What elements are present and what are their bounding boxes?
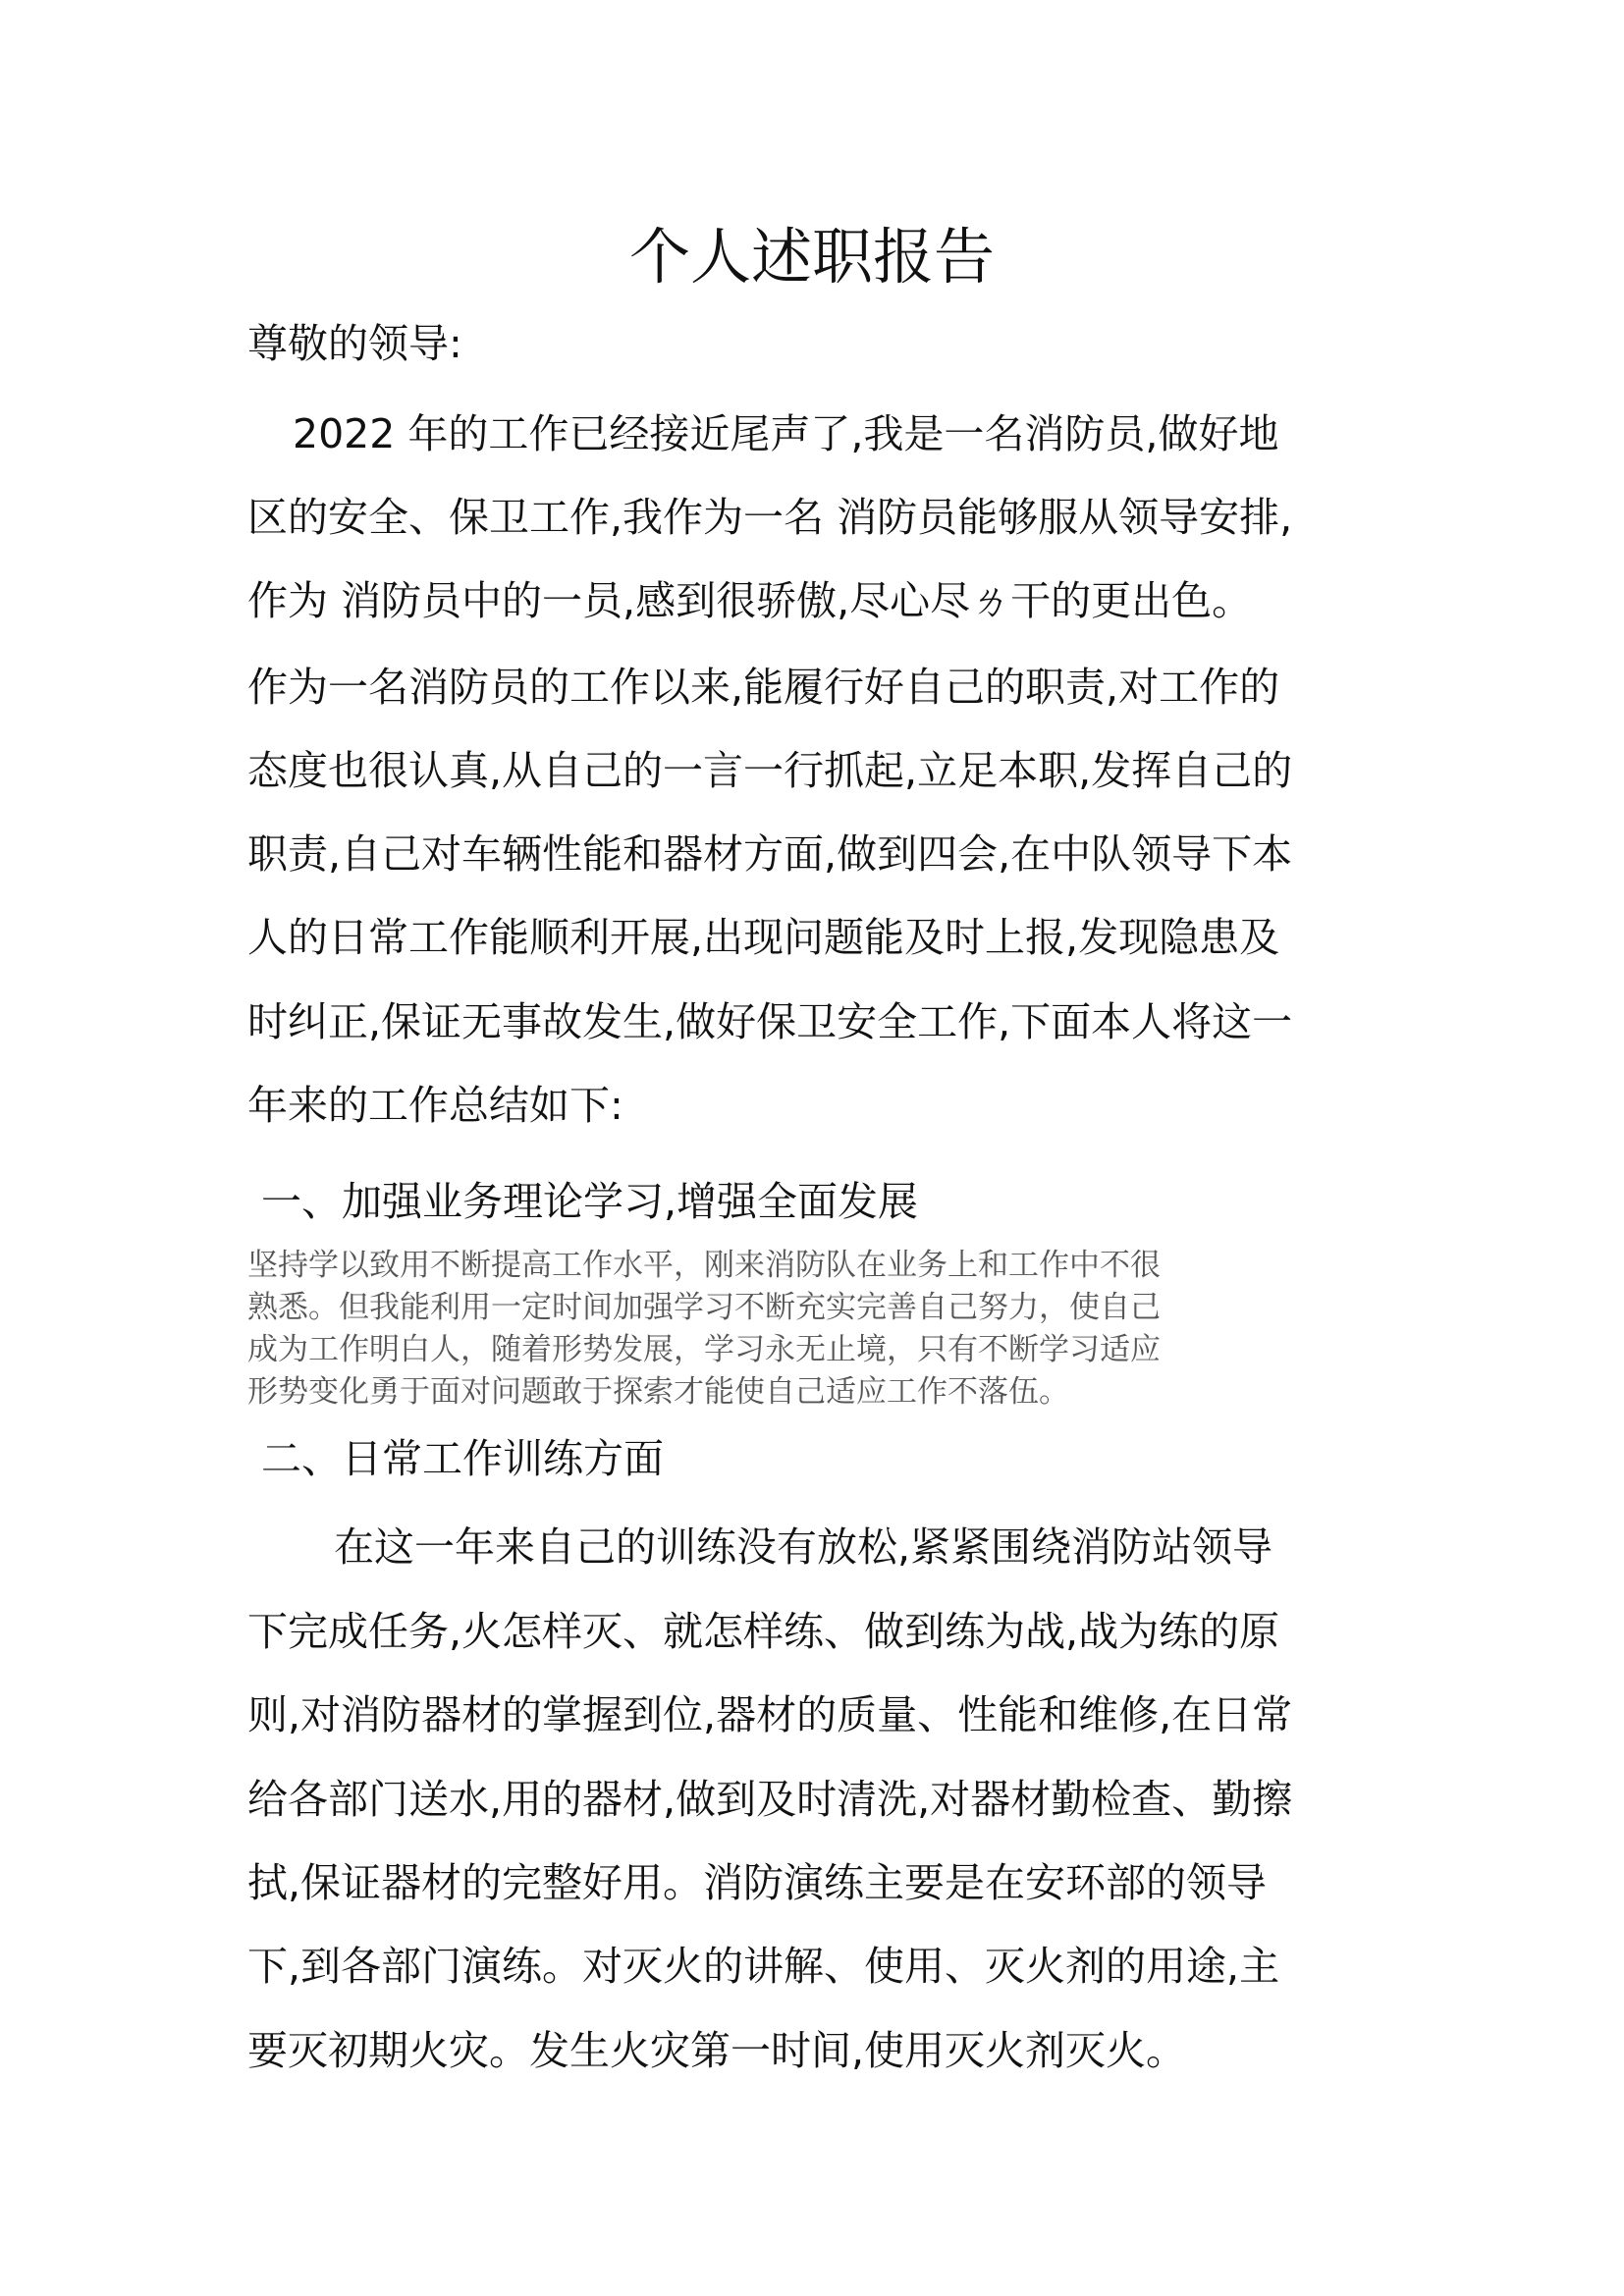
intro-line: 态度也很认真,从自己的一言一行抓起,立足本职,发挥自己的 [247,747,1293,794]
section-1-line: 熟悉。但我能利用一定时间加强学习不断充实完善自己努力，使自己 [247,1290,1161,1325]
section-1-line: 形势变化勇于面对问题敢于探索才能使自己适应工作不落伍。 [247,1374,1069,1410]
intro-line: 时纠正,保证无事故发生,做好保卫安全工作,下面本人将这一 [247,998,1293,1045]
section-2-line: 给各部门送水,用的器材,做到及时清洗,对器材勤检查、勤擦 [247,1776,1293,1823]
section-1-line: 成为工作明白人，随着形势发展，学习永无止境，只有不断学习适应 [247,1332,1161,1367]
section-heading-1: 一、加强业务理论学习,增强全面发展 [261,1178,919,1225]
intro-line: 年来的工作总结如下: [247,1082,623,1129]
section-1-line: 坚持学以致用不断提高工作水平，刚来消防队在业务上和工作中不很 [247,1248,1161,1283]
section-2-line: 下完成任务,火怎样灭、就怎样练、做到练为战,战为练的原 [247,1608,1280,1655]
intro-line: 2022 年的工作已经接近尾声了,我是一名消防员,做好地 [293,410,1279,457]
intro-line: 职责,自己对车辆性能和器材方面,做到四会,在中队领导下本 [247,830,1293,878]
section-2-line: 要灭初期火灾。发生火灾第一时间,使用灭火剂灭火。 [247,2027,1187,2074]
section-heading-2: 二、日常工作训练方面 [261,1435,664,1482]
section-2-line: 下,到各部门演练。对灭火的讲解、使用、灭火剂的用途,主 [247,1943,1280,1990]
section-2-line: 拭,保证器材的完整好用。消防演练主要是在安环部的领导 [247,1859,1268,1906]
section-2-line: 则,对消防器材的掌握到位,器材的质量、性能和维修,在日常 [247,1691,1293,1738]
document-title: 个人述职报告 [628,221,995,293]
intro-line: 区的安全、保卫工作,我作为一名 消防员能够服从领导安排, [247,494,1293,541]
intro-line: 作为一名消防员的工作以来,能履行好自己的职责,对工作的 [247,664,1280,711]
intro-line: 作为 消防员中的一员,感到很骄傲,尽心尽ㄌ干的更出色。 [247,577,1253,624]
section-2-line: 在这一年来自己的训练没有放松,紧紧围绕消防站领导 [334,1523,1273,1571]
salutation: 尊敬的领导: [247,320,462,367]
intro-line: 人的日常工作能顺利开展,出现问题能及时上报,发现隐患及 [247,914,1280,961]
